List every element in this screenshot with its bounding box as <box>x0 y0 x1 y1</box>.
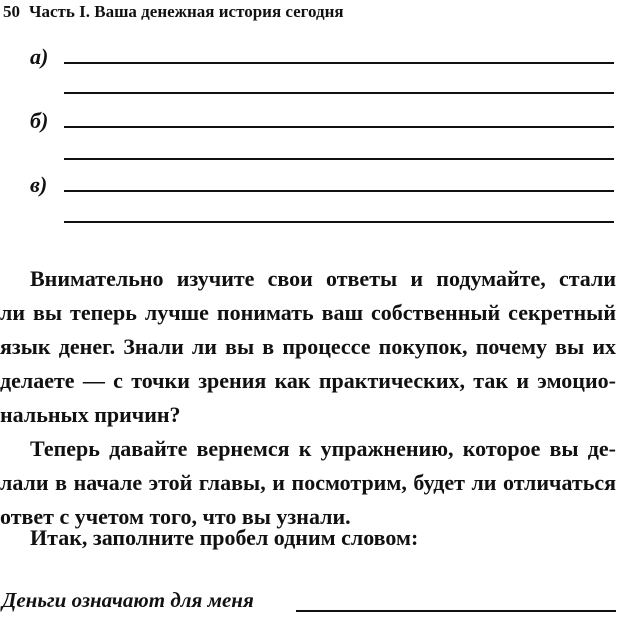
paragraph-2-line: ответ с учетом того, что вы узнали. <box>0 504 351 529</box>
answer-label-c: в) <box>30 172 48 197</box>
paragraph-2-line: Теперь давайте вернемся к упражнению, которое вы де- <box>30 436 616 461</box>
answer-line-c-1 <box>64 190 614 192</box>
paragraph-1-line: нальных причин? <box>0 402 181 427</box>
page-number: 50 <box>3 2 20 21</box>
page-header <box>3 2 344 22</box>
paragraph-1-line: язык денег. Знали ли вы в процессе покупок, почему вы их <box>0 334 616 359</box>
answer-a <box>0 44 620 78</box>
fill-in-label: Деньги означают для меня <box>2 588 254 612</box>
paragraph-1 <box>0 262 616 432</box>
paragraph-2 <box>0 432 616 534</box>
answer-label-b: б) <box>30 108 49 133</box>
paragraph-1-line: делаете — с точки зрения как практических, так и эмоцио- <box>0 368 616 393</box>
answer-line-b-1 <box>64 126 614 128</box>
paragraph-3-line: Итак, заполните пробел одним словом: <box>30 525 419 550</box>
paragraph-3 <box>0 521 616 555</box>
answer-b <box>0 108 620 142</box>
paragraph-1-line: ли вы теперь лучше понимать ваш собственный секретный <box>0 300 616 325</box>
fill-in-row <box>0 588 620 618</box>
answer-line-b-2 <box>64 158 614 160</box>
paragraph-2-line: лали в начале этой главы, и посмотрим, будет ли отличаться <box>0 470 616 495</box>
answer-line-c-2 <box>64 221 614 223</box>
fill-in-blank <box>296 610 616 612</box>
answer-line-a-2 <box>64 92 614 94</box>
paragraph-1-line: Внимательно изучите свои ответы и подумайте, стали <box>30 266 616 291</box>
answer-line-a-1 <box>64 62 614 64</box>
running-title: Часть I. Ваша денежная история сегодня <box>29 2 344 21</box>
answer-c <box>0 172 620 206</box>
answer-label-a: а) <box>30 44 49 69</box>
